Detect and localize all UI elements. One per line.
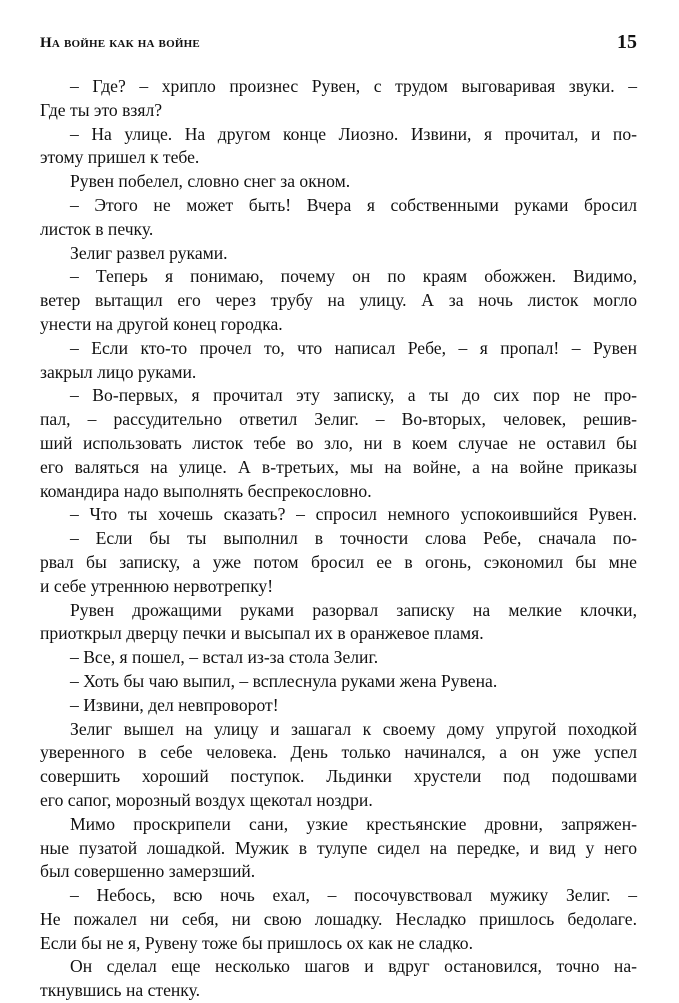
text-line: – Все, я пошел, – встал из-за стола Зелиг.: [70, 647, 379, 668]
text-line: этому пришел к тебе.: [40, 147, 200, 168]
text-line: совершить хороший поступок. Льдинки хрустели под подошвами: [40, 766, 637, 787]
text-line: – Где? – хрипло произнес Рувен, с трудом выговаривая звуки. –: [70, 76, 637, 96]
text-line: – Извини, дел невпроворот!: [70, 694, 279, 715]
text-line: приоткрыл дверцу печки и высыпал их в оранжевое пламя.: [40, 623, 484, 644]
text-line: унести на другой конец городка.: [40, 313, 283, 334]
text-line: ветер вытащил его через трубу на улицу. А за ночь листок могло: [40, 290, 637, 311]
text-line: Рувен дрожащими руками разорвал записку на мелкие клочки,: [70, 599, 637, 620]
text-line: – Что ты хочешь сказать? – спросил немного успокоившийся Рувен.: [70, 504, 637, 525]
text-line: Мимо проскрипели сани, узкие крестьянские дровни, запряжен-: [70, 813, 637, 834]
text-line: – Во-первых, я прочитал эту записку, а ты до сих пор не про-: [70, 385, 637, 406]
text-line: был совершенно замерзший.: [40, 861, 256, 882]
text-line: – Если бы ты выполнил в точности слова Ребе, сначала по-: [70, 528, 637, 549]
page-number: 15: [617, 31, 637, 53]
text-line: – На улице. На другом конце Лиозно. Извини, я прочитал, и по-: [70, 123, 637, 144]
text-line: – Если кто-то прочел то, что написал Ребе, – я пропал! – Рувен: [70, 337, 637, 358]
text-line: рвал бы записку, а уже потом бросил ее в огонь, сэкономил бы мне: [40, 551, 637, 572]
text-line: ные пузатой лошадкой. Мужик в тулупе сидел на передке, и вид у него: [40, 837, 637, 858]
text-line: Где ты это взял?: [40, 99, 163, 120]
text-line: Рувен побелел, словно снег за окном.: [70, 171, 351, 192]
text-line: Если бы не я, Рувену тоже бы пришлось ох как не сладко.: [40, 932, 473, 953]
text-line: – Теперь я понимаю, почему он по краям обожжен. Видимо,: [70, 266, 637, 287]
text-line: листок в печку.: [40, 218, 154, 239]
text-line: Зелиг развел руками.: [70, 242, 228, 263]
text-line: закрыл лицо руками.: [40, 361, 197, 382]
text-line: его валяться на улице. А в-третьих, мы на войне, а на войне приказы: [40, 456, 637, 477]
text-line: Не пожалел ни себя, ни свою лошадку. Несладко пришлось бедолаге.: [40, 908, 637, 929]
text-line: уверенного в себе человека. День только начинался, а он уже успел: [40, 742, 637, 763]
text-line: ткнувшись на стенку.: [40, 980, 201, 1001]
text-line: – Хоть бы чаю выпил, – всплеснула руками жена Рувена.: [70, 670, 498, 691]
text-line: – Этого не может быть! Вчера я собственными руками бросил: [70, 194, 637, 215]
text-line: Зелиг вышел на улицу и зашагал к своему дому упругой походкой: [70, 718, 637, 739]
text-line: и себе утреннюю нервотрепку!: [40, 575, 274, 596]
text-line: ший использовать листок тебе во зло, ни в коем случае не оставил бы: [40, 432, 637, 453]
text-line: – Небось, всю ночь ехал, – посочувствовал мужику Зелиг. –: [70, 885, 637, 906]
text-line: его сапог, морозный воздух щекотал ноздри.: [40, 789, 373, 810]
text-line: командира надо выполнять беспрекословно.: [40, 480, 372, 501]
body-text: [40, 75, 637, 1003]
text-line: пал, – рассудительно ответил Зелиг. – Во-вторых, человек, решив-: [40, 409, 637, 430]
running-title: На войне как на войне: [40, 35, 200, 51]
page-header: [40, 31, 637, 57]
text-line: Он сделал еще несколько шагов и вдруг остановился, точно на-: [70, 956, 637, 977]
